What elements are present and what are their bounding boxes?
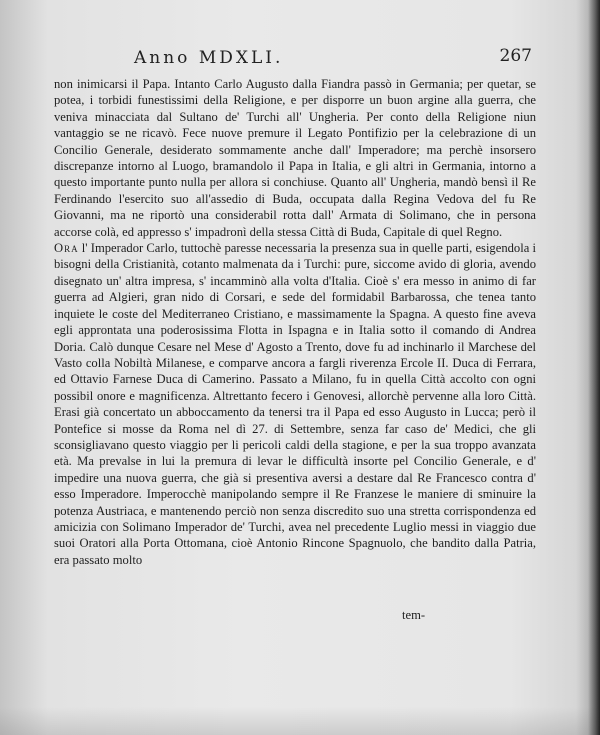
paragraph-2-opening: Ora [54, 241, 79, 256]
page-header [54, 48, 570, 76]
paragraph-1 [54, 76, 536, 240]
paragraph-2 [54, 240, 536, 568]
running-title: Anno MDXLI. [134, 48, 284, 68]
page-number: 267 [499, 46, 532, 66]
body-text [54, 76, 536, 568]
catchword: tem- [402, 608, 426, 622]
paragraph-2-text: l' Imperador Carlo, tuttochè paresse necessaria la presenza sua in quelle parti, esigendola i bisogni della Cristianità, cotanto malmenata da i Turchi: pure, siccome avido di gloria, avendo disegnato un' altra impresa, s' incamminò alla volta d'Italia. Cioè s' era messo in animo di far guerra ad Algieri, gran nido di Corsari, e sede del formidabil Barbarossa, che tenea tanto inquiete le coste del Mediterraneo Cristiano, e massimamente la Spagna. A questo fine aveva egli approntata una poderosissima Flotta in Ispagna e in Italia sotto il comando di Andrea Doria. Calò dunque Cesare nel Mese d' Agosto a Trento, dove fu ad inchinarlo il Marchese del Vasto colla Nobiltà Milanese, e comparve ancora a fargli riverenza Ercole II. Duca di Ferrara, ed Ottavio Farnese Duca di Camerino. Passato a Milano, fu in quella Città accolto con ogni possibil onore e magnificenza. Altrettanto fecero i Genovesi, allorchè pervenne alla loro Città. Erasi già concertato un abboccamento da tenersi tra il Papa ed esso Augusto in Lucca; però il Pontefice si mosse da Roma nel dì 27. di Settembre, senza far caso de' Medici, che gli sconsigliavano questo viaggio per li pericoli caldi della stagione, e per la sua troppo avanzata età. Ma prevalse in lui la premura di levar le difficultà insorte pel Concilio Generale, e d' impedire una nuova guerra, che già si presentiva aversi a destare dal Re Francesco contra d' esso Imperadore. Imperocchè manipolando sempre il Re Franzese le maniere di sminuire la potenza Austriaca, e mantenendo perciò non senza discredito suo una stretta corrispondenza ed amicizia con Solimano Imperador de' Turchi, avea nel precedente Luglio messi in viaggio due suoi Oratori alla Porta Ottomana, cioè Antonio Rincone Spagnuolo, che bandito dalla Patria, era passato molto [54, 241, 536, 567]
paragraph-1-text: non inimicarsi il Papa. Intanto Carlo Augusto dalla Fiandra passò in Germania; per quetar, se potea, i torbidi funestissimi della Religione, e per disporre un buon argine alla guerra, che veniva minacciata dal Sultano de' Turchi all' Ungheria. Per conto della Religione niun vantaggio se ne ricavò. Fece nuove premure il Legato Pontifizio per la celebrazione di un Concilio Generale, desiderato sommamente anche dall' Imperadore; ma perchè insorsero discrepanze intorno al Luogo, bramandolo il Papa in Italia, e gli altri in Germania, intorno a questo importante punto nulla per allora si conchiuse. Quanto all' Ungheria, mandò bensì il Re Ferdinando l'esercito suo all'assedio di Buda, occupata dalla Regina Vedova del fu Re Giovanni, ma ne riportò una considerabil rotta dall' Armata di Solimano, che in persona accorse colà, ed appresso s' impadronì della stessa Città di Buda, Capitale di quel Regno. [54, 77, 536, 239]
